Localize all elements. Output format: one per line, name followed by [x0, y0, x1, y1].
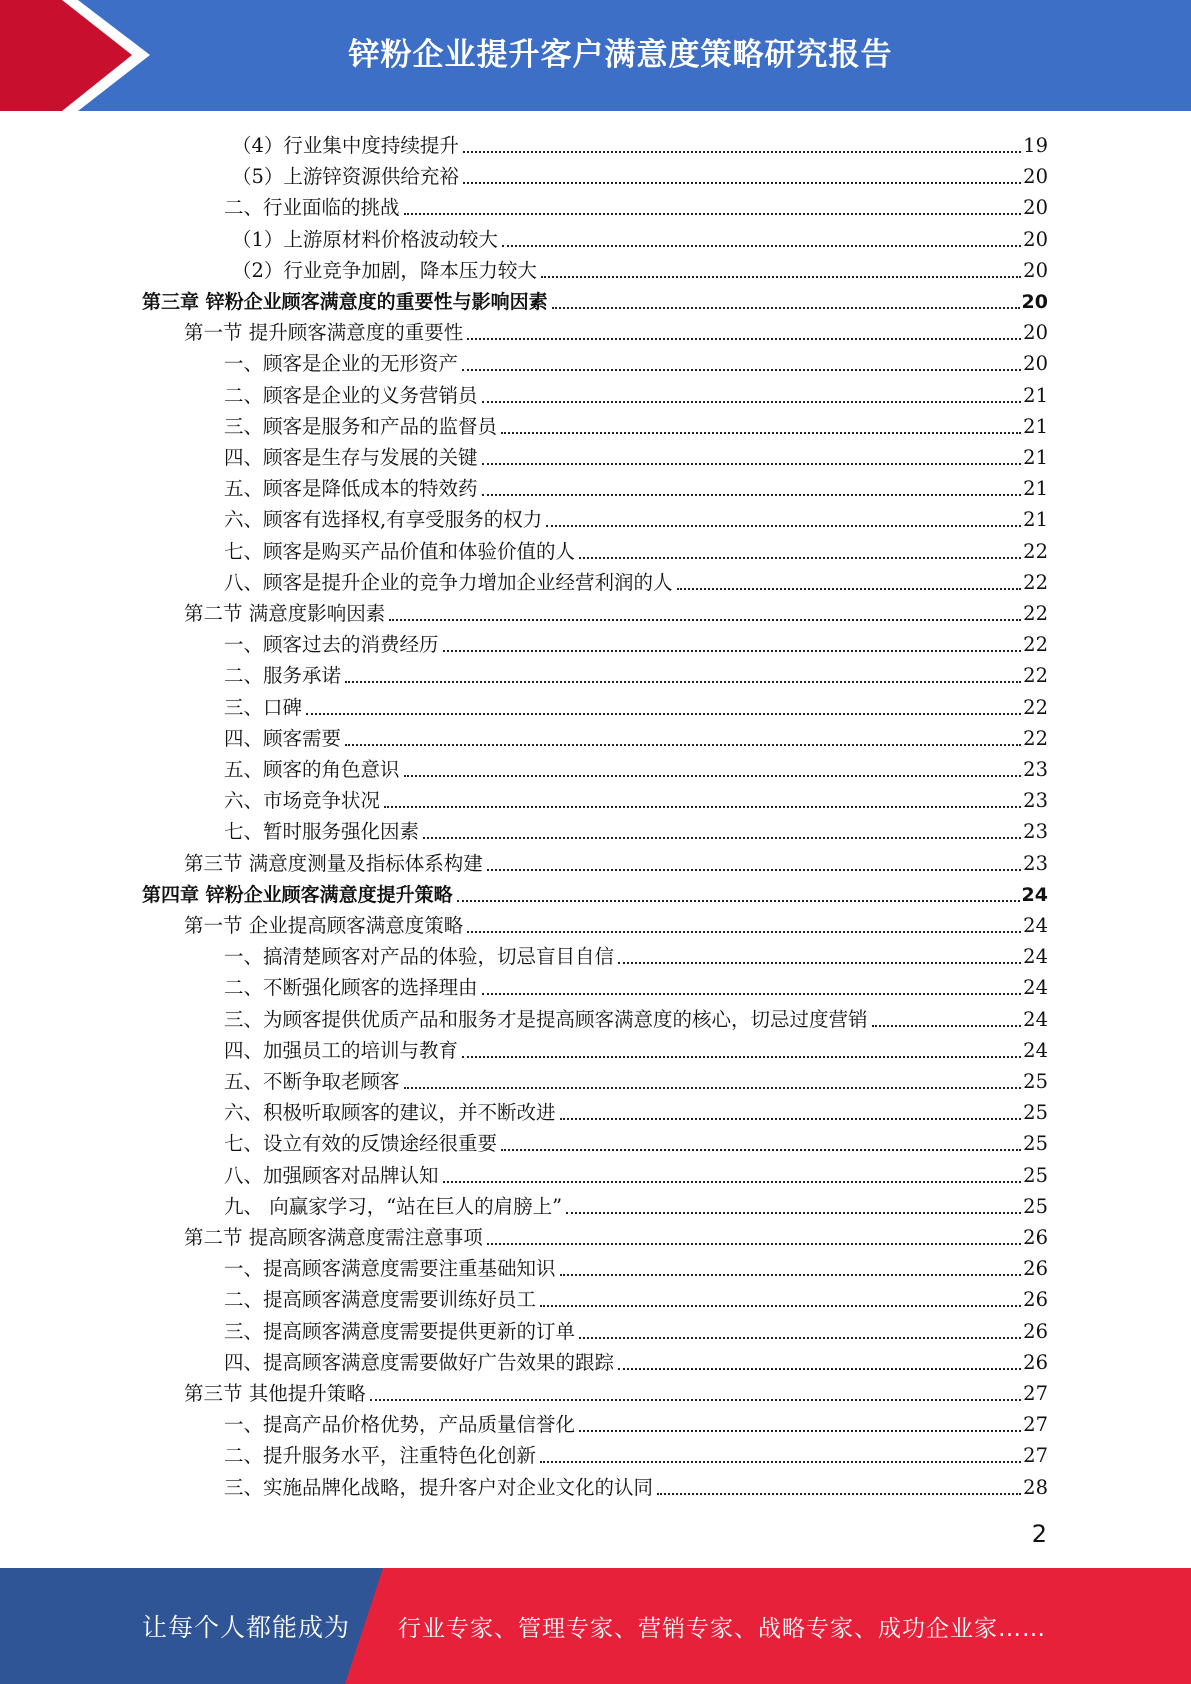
- toc-entry-page: 26: [1023, 1288, 1048, 1312]
- toc-entry-title: 四、提高顾客满意度需要做好广告效果的跟踪: [224, 1350, 615, 1374]
- toc-dot-leader: [467, 336, 1021, 340]
- toc-entry[interactable]: [224, 1063, 1048, 1094]
- toc-section-entry[interactable]: [184, 1219, 1048, 1250]
- toc-entry[interactable]: [224, 189, 1048, 220]
- toc-entry-page: 21: [1023, 414, 1048, 438]
- toc-entry-page: 24: [1023, 945, 1048, 969]
- toc-entry[interactable]: [224, 377, 1048, 408]
- toc-entry-page: 20: [1023, 321, 1048, 345]
- toc-entry-title: 第一节 企业提高顾客满意度策略: [184, 914, 464, 937]
- toc-dot-leader: [482, 492, 1022, 496]
- toc-dot-leader: [566, 1210, 1021, 1214]
- toc-entry-title: 二、提高顾客满意度需要训练好员工: [224, 1288, 537, 1312]
- toc-dot-leader: [463, 149, 1021, 153]
- toc-entry-title: 六、市场竞争状况: [224, 789, 381, 813]
- toc-dot-leader: [872, 1023, 1022, 1027]
- toc-entry[interactable]: [224, 626, 1048, 657]
- toc-dot-leader: [487, 867, 1021, 871]
- toc-section-entry[interactable]: [184, 1375, 1048, 1406]
- toc-entry[interactable]: [224, 439, 1048, 470]
- toc-entry-title: 三、提高顾客满意度需要提供更新的订单: [224, 1319, 576, 1343]
- toc-dot-leader: [540, 1459, 1021, 1463]
- toc-dot-leader: [443, 1179, 1022, 1183]
- toc-entry[interactable]: [224, 938, 1048, 969]
- toc-entry-title: （5）上游锌资源供给充裕: [232, 165, 459, 189]
- toc-entry[interactable]: [224, 1437, 1048, 1468]
- toc-entry[interactable]: [224, 1469, 1048, 1500]
- toc-entry-title: 四、加强员工的培训与教育: [224, 1038, 459, 1062]
- toc-dot-leader: [462, 1054, 1021, 1058]
- toc-entry[interactable]: [224, 1157, 1048, 1188]
- toc-entry-page: 24: [1023, 914, 1048, 937]
- red-chevron-logo: [0, 0, 160, 111]
- toc-entry-title: 六、顾客有选择权,有享受服务的权力: [224, 508, 543, 532]
- toc-entry-page: 20: [1023, 165, 1048, 189]
- report-title: 锌粉企业提升客户满意度策略研究报告: [348, 37, 893, 73]
- toc-entry-title: 一、提高顾客满意度需要注重基础知识: [224, 1257, 556, 1281]
- toc-dot-leader: [404, 1085, 1022, 1089]
- toc-entry[interactable]: [224, 1313, 1048, 1344]
- toc-entry-page: 25: [1023, 1163, 1048, 1187]
- toc-dot-leader: [462, 367, 1021, 371]
- toc-dot-leader: [579, 1335, 1021, 1339]
- toc-entry-title: 第三节 满意度测量及指标体系构建: [184, 851, 483, 875]
- toc-entry-page: 26: [1023, 1257, 1048, 1281]
- toc-dot-leader: [457, 898, 1020, 902]
- toc-entry-title: 二、提升服务水平，注重特色化创新: [224, 1444, 537, 1468]
- toc-chapter-entry[interactable]: [142, 876, 1048, 907]
- toc-entry-page: 21: [1023, 508, 1048, 532]
- toc-entry-title: 第二节 提高顾客满意度需注意事项: [184, 1226, 483, 1249]
- toc-entry[interactable]: [224, 1250, 1048, 1281]
- toc-entry[interactable]: [224, 751, 1048, 782]
- toc-entry-page: 25: [1023, 1070, 1048, 1093]
- toc-dot-leader: [384, 804, 1021, 808]
- toc-section-entry[interactable]: [184, 907, 1048, 938]
- toc-chapter-entry[interactable]: [142, 283, 1048, 314]
- toc-dot-leader: [389, 617, 1021, 621]
- toc-section-entry[interactable]: [184, 595, 1048, 626]
- toc-entry-page: 23: [1023, 758, 1048, 781]
- toc-entry-title: 第一节 提升顾客满意度的重要性: [184, 321, 464, 345]
- toc-dot-leader: [463, 180, 1021, 184]
- toc-entry-title: 七、顾客是购买产品价值和体验价值的人: [224, 539, 576, 563]
- toc-dot-leader: [404, 211, 1022, 215]
- page-footer: [0, 1568, 1191, 1684]
- toc-entry-title: 八、顾客是提升企业的竞争力增加企业经营利润的人: [224, 570, 673, 594]
- toc-dot-leader: [467, 929, 1021, 933]
- footer-slogan-left: 让每个人都能成为: [142, 1613, 351, 1642]
- toc-entry-page: 22: [1023, 664, 1048, 688]
- toc-entry-page: 20: [1023, 258, 1048, 282]
- toc-dot-leader: [345, 679, 1021, 683]
- toc-entry-page: 23: [1023, 851, 1048, 875]
- toc-entry-title: 四、顾客是生存与发展的关键: [224, 446, 478, 469]
- toc-dot-leader: [482, 399, 1022, 403]
- toc-dot-leader: [560, 1116, 1022, 1120]
- toc-dot-leader: [657, 1491, 1021, 1495]
- toc-entry-title: （1）上游原材料价格波动较大: [232, 227, 498, 251]
- toc-entry-page: 20: [1021, 291, 1048, 313]
- toc-entry[interactable]: [224, 782, 1048, 813]
- toc-entry-page: 22: [1023, 695, 1048, 719]
- toc-entry-page: 21: [1023, 477, 1048, 501]
- toc-entry-page: 26: [1023, 1319, 1048, 1343]
- toc-entry-page: 22: [1023, 539, 1048, 563]
- toc-entry-page: 19: [1023, 134, 1048, 157]
- toc-entry[interactable]: [224, 1281, 1048, 1312]
- toc-entry[interactable]: [224, 1344, 1048, 1375]
- toc-entry[interactable]: [232, 252, 1048, 283]
- toc-dot-leader: [482, 461, 1022, 465]
- toc-entry-title: 三、顾客是服务和产品的监督员: [224, 414, 498, 438]
- toc-dot-leader: [482, 991, 1022, 995]
- toc-entry[interactable]: [224, 1125, 1048, 1156]
- toc-entry-title: 六、积极听取顾客的建议，并不断改进: [224, 1101, 556, 1125]
- toc-dot-leader: [546, 523, 1021, 527]
- toc-dot-leader: [579, 1428, 1021, 1432]
- toc-entry-title: 七、暂时服务强化因素: [224, 820, 420, 844]
- toc-entry[interactable]: [224, 969, 1048, 1000]
- toc-dot-leader: [487, 1241, 1021, 1245]
- toc-entry-page: 20: [1023, 227, 1048, 251]
- toc-entry-page: 28: [1023, 1475, 1048, 1499]
- toc-entry-page: 26: [1023, 1226, 1048, 1249]
- toc-entry-page: 24: [1023, 1038, 1048, 1062]
- toc-entry-page: 25: [1023, 1132, 1048, 1156]
- toc-entry-title: 一、顾客是企业的无形资产: [224, 352, 459, 376]
- toc-entry-page: 24: [1023, 1007, 1048, 1031]
- toc-entry-page: 23: [1023, 820, 1048, 844]
- page-header: [0, 0, 1191, 111]
- toc-entry[interactable]: [224, 501, 1048, 532]
- toc-entry-page: 27: [1023, 1413, 1048, 1437]
- toc-entry[interactable]: [232, 127, 1048, 158]
- toc-entry[interactable]: [224, 345, 1048, 376]
- toc-entry[interactable]: [224, 1406, 1048, 1437]
- toc-section-entry[interactable]: [184, 314, 1048, 345]
- toc-entry[interactable]: [224, 657, 1048, 688]
- toc-entry-page: 27: [1023, 1382, 1048, 1405]
- toc-entry[interactable]: [224, 533, 1048, 564]
- toc-entry-title: 九、 向赢家学习，“站在巨人的肩膀上”: [224, 1194, 563, 1218]
- toc-entry-title: 五、不断争取老顾客: [224, 1070, 400, 1093]
- toc-dot-leader: [540, 1303, 1021, 1307]
- toc-dot-leader: [306, 711, 1021, 715]
- toc-entry-page: 24: [1021, 883, 1048, 906]
- toc-entry-title: 四、顾客需要: [224, 726, 342, 750]
- toc-entry-page: 25: [1023, 1194, 1048, 1218]
- toc-entry-title: 三、实施品牌化战略，提升客户对企业文化的认同: [224, 1475, 654, 1499]
- toc-entry-title: 第三章 锌粉企业顾客满意度的重要性与影响因素: [142, 291, 548, 313]
- toc-entry[interactable]: [224, 1032, 1048, 1063]
- toc-entry-title: 五、顾客是降低成本的特效药: [224, 477, 478, 501]
- toc-entry[interactable]: [232, 221, 1048, 252]
- toc-dot-leader: [541, 274, 1021, 278]
- toc-dot-leader: [677, 586, 1022, 590]
- footer-slogan-right: 行业专家、管理专家、营销专家、战略专家、成功企业家……: [398, 1615, 1046, 1642]
- toc-dot-leader: [423, 835, 1021, 839]
- toc-entry-page: 20: [1023, 352, 1048, 376]
- toc-entry-title: 三、为顾客提供优质产品和服务才是提高顾客满意度的核心，切忌过度营销: [224, 1007, 868, 1031]
- toc-entry-title: 七、设立有效的反馈途经很重要: [224, 1132, 498, 1156]
- toc-entry-page: 22: [1023, 633, 1048, 657]
- toc-entry-title: 二、行业面临的挑战: [224, 196, 400, 220]
- toc-entry-title: 第二节 满意度影响因素: [184, 602, 386, 625]
- toc-entry-page: 26: [1023, 1350, 1048, 1374]
- toc-entry-page: 21: [1023, 446, 1048, 469]
- toc-entry-page: 22: [1023, 726, 1048, 750]
- toc-dot-leader: [370, 1397, 1021, 1401]
- toc-entry[interactable]: [224, 1094, 1048, 1125]
- toc-entry-page: 24: [1023, 976, 1048, 1000]
- toc-entry-title: 八、加强顾客对品牌认知: [224, 1163, 439, 1187]
- toc-entry[interactable]: [224, 470, 1048, 501]
- toc-entry[interactable]: [224, 720, 1048, 751]
- toc-entry-title: 一、顾客过去的消费经历: [224, 633, 439, 657]
- toc-entry[interactable]: [224, 1188, 1048, 1219]
- toc-entry-title: 二、不断强化顾客的选择理由: [224, 976, 478, 1000]
- toc-dot-leader: [501, 1147, 1021, 1151]
- toc-dot-leader: [552, 305, 1020, 309]
- toc-dot-leader: [560, 1272, 1022, 1276]
- toc-section-entry[interactable]: [184, 845, 1048, 876]
- page-number: 2: [1031, 1520, 1047, 1548]
- toc-entry[interactable]: [232, 158, 1048, 189]
- toc-entry-page: 25: [1023, 1101, 1048, 1125]
- toc-dot-leader: [345, 742, 1021, 746]
- toc-entry-title: 第三节 其他提升策略: [184, 1382, 366, 1405]
- toc-entry[interactable]: [224, 408, 1048, 439]
- toc-entry-title: 二、顾客是企业的义务营销员: [224, 383, 478, 407]
- toc-dot-leader: [618, 1366, 1021, 1370]
- toc-dot-leader: [502, 243, 1021, 247]
- toc-entry[interactable]: [224, 564, 1048, 595]
- toc-entry-title: 五、顾客的角色意识: [224, 758, 400, 781]
- toc-dot-leader: [443, 648, 1022, 652]
- toc-dot-leader: [404, 773, 1022, 777]
- toc-entry-title: 一、搞清楚顾客对产品的体验，切忌盲目自信: [224, 945, 615, 969]
- toc-dot-leader: [501, 430, 1021, 434]
- toc-entry[interactable]: [224, 1001, 1048, 1032]
- toc-entry[interactable]: [224, 813, 1048, 844]
- toc-entry-title: 三、口碑: [224, 695, 303, 719]
- toc-entry[interactable]: [224, 689, 1048, 720]
- toc-entry-title: 二、服务承诺: [224, 664, 342, 688]
- toc-entry-page: 22: [1023, 602, 1048, 625]
- toc-entry-page: 27: [1023, 1444, 1048, 1468]
- toc-dot-leader: [618, 960, 1021, 964]
- toc-dot-leader: [579, 555, 1021, 559]
- toc-entry-page: 22: [1023, 570, 1048, 594]
- toc-entry-page: 20: [1023, 196, 1048, 220]
- toc-entry-title: （4）行业集中度持续提升: [232, 134, 459, 157]
- toc-entry-page: 23: [1023, 789, 1048, 813]
- toc-entry-title: 一、提高产品价格优势，产品质量信誉化: [224, 1413, 576, 1437]
- toc-entry-title: （2）行业竞争加剧，降本压力较大: [232, 258, 537, 282]
- toc-entry-page: 21: [1023, 383, 1048, 407]
- toc-entry-title: 第四章 锌粉企业顾客满意度提升策略: [142, 883, 453, 906]
